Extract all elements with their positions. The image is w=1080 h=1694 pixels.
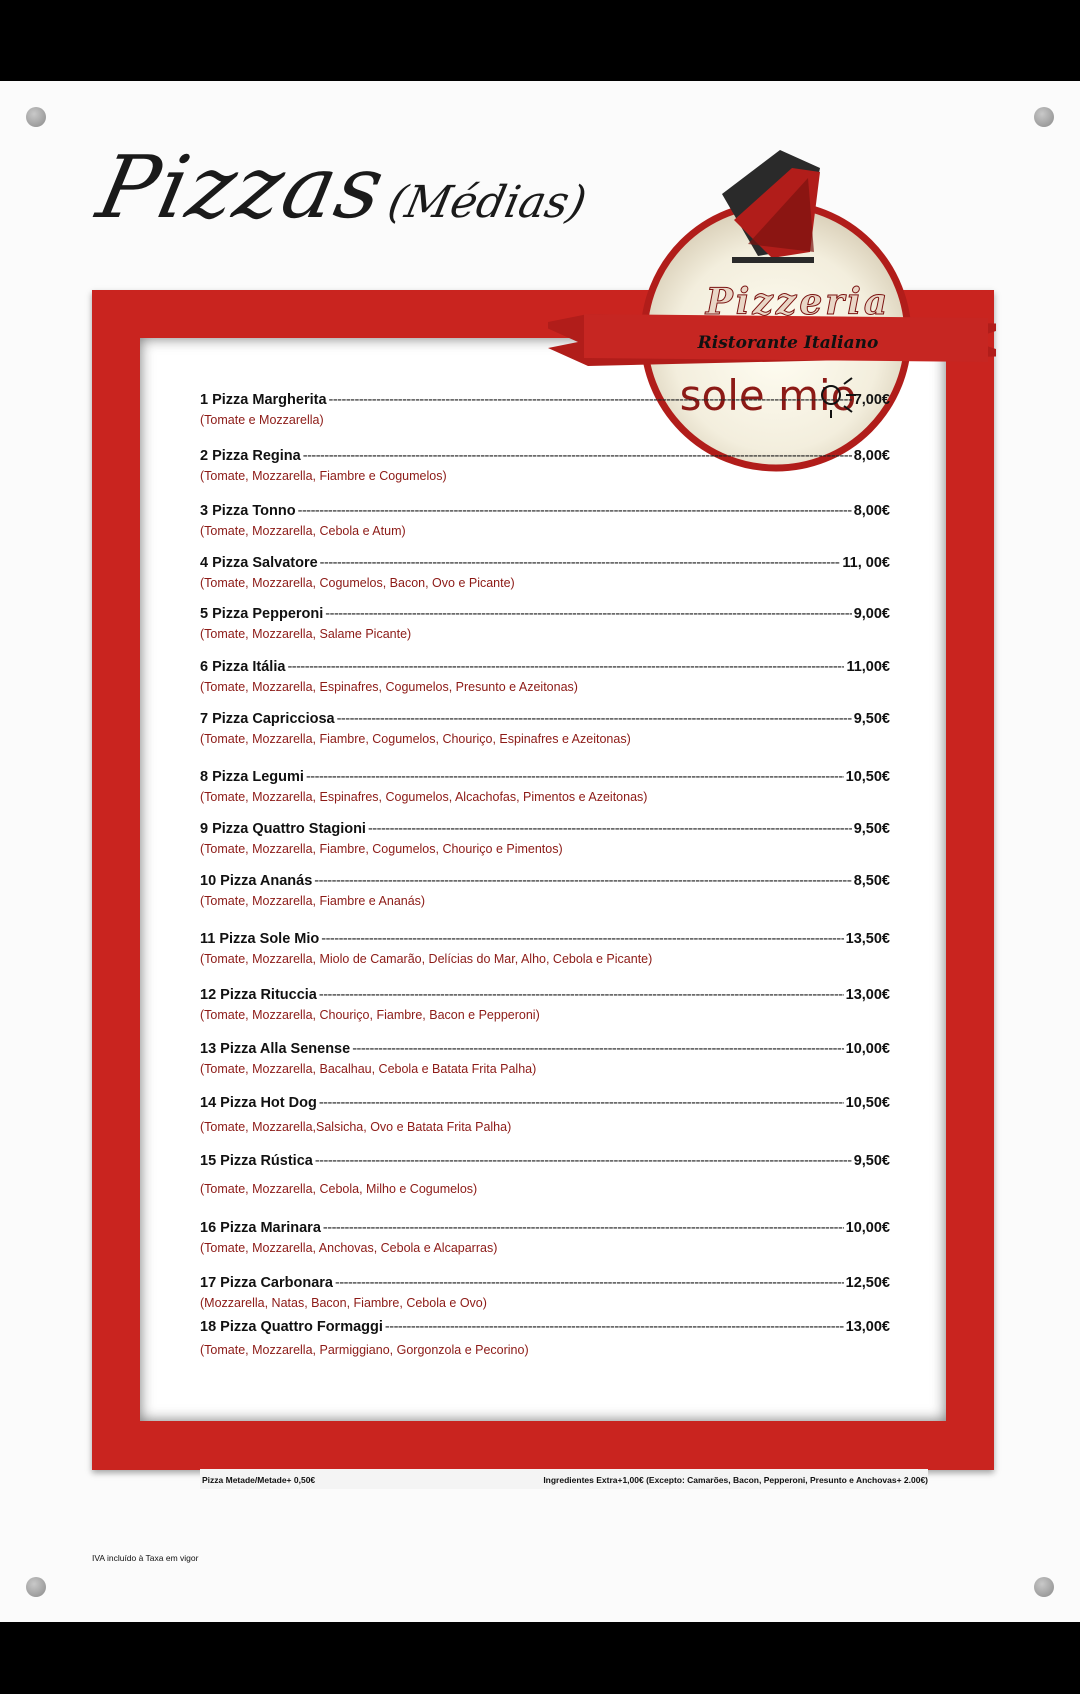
leader-dots [306, 769, 844, 785]
leader-dots [287, 659, 844, 675]
item-name: 7 Pizza Capricciosa [200, 711, 335, 727]
item-price: 10,50€ [845, 1095, 890, 1111]
logo-name: sole mio [679, 371, 857, 420]
item-description: (Tomate, Mozzarella, Espinafres, Cogumelos, Presunto e Azeitonas) [200, 680, 578, 694]
menu-item [200, 1220, 890, 1255]
leader-dots [335, 1275, 844, 1291]
item-price: 8,50€ [853, 873, 890, 889]
menu-item [200, 821, 890, 856]
menu-item [200, 873, 890, 908]
item-description: (Tomate, Mozzarella, Anchovas, Cebola e Alcaparras) [200, 1241, 498, 1255]
menu-item [200, 1275, 890, 1310]
menu-title [89, 138, 592, 238]
item-description: (Tomate, Mozzarella, Cebola e Atum) [200, 524, 406, 538]
screw-icon [1034, 1577, 1054, 1597]
item-description: (Tomate, Mozzarella, Cogumelos, Bacon, Ovo e Picante) [200, 576, 515, 590]
item-name: 1 Pizza Margherita [200, 392, 327, 408]
leader-dots [319, 987, 844, 1003]
item-description: (Tomate, Mozzarella, Fiambre, Cogumelos, Chouriço e Pimentos) [200, 842, 563, 856]
logo-subtitle: Ristorante Italiano [697, 333, 879, 353]
menu-item [200, 1041, 890, 1076]
item-name: 3 Pizza Tonno [200, 503, 296, 519]
half-half-note: Pizza Metade/Metade+ 0,50€ [202, 1475, 316, 1485]
item-price: 13,50€ [845, 931, 890, 947]
menu-item [200, 555, 890, 590]
leader-dots [368, 821, 852, 837]
item-price: 13,00€ [845, 1319, 890, 1335]
menu-item [200, 659, 890, 694]
item-price: 8,00€ [853, 448, 890, 464]
item-name: 13 Pizza Alla Senense [200, 1041, 351, 1057]
item-price: 10,00€ [845, 1041, 890, 1057]
item-description: (Tomate, Mozzarella, Fiambre, Cogumelos, Chouriço, Espinafres e Azeitonas) [200, 732, 631, 746]
item-price: 9,00€ [853, 606, 890, 622]
item-price: 13,00€ [845, 987, 890, 1003]
leader-dots [352, 1041, 843, 1057]
extras-note: Ingredientes Extra+1,00€ (Excepto: Camarões, Bacon, Pepperoni, Presunto e Anchovas+ 2.00€) [543, 1475, 928, 1485]
title-main: Pizzas [89, 138, 395, 238]
item-name: 2 Pizza Regina [200, 448, 301, 464]
tax-note: IVA incluído à Taxa em vigor [92, 1553, 199, 1563]
leader-dots [320, 555, 841, 571]
item-name: 10 Pizza Ananás [200, 873, 313, 889]
leader-dots [323, 1220, 844, 1236]
item-name: 11 Pizza Sole Mio [200, 931, 320, 947]
leader-dots [303, 448, 852, 464]
screw-icon [26, 1577, 46, 1597]
item-name: 15 Pizza Rústica [200, 1153, 313, 1169]
item-price: 9,50€ [853, 821, 890, 837]
item-price: 11,00€ [846, 659, 890, 675]
item-description: (Tomate, Mozzarella, Fiambre e Ananás) [200, 894, 426, 908]
item-description: (Mozzarella, Natas, Bacon, Fiambre, Cebola e Ovo) [200, 1296, 487, 1310]
item-description: (Tomate, Mozzarella, Fiambre e Cogumelos) [200, 469, 447, 483]
item-name: 17 Pizza Carbonara [200, 1275, 333, 1291]
screw-icon [1034, 107, 1054, 127]
leader-dots [385, 1319, 844, 1335]
title-sub: (Médias) [383, 177, 592, 228]
item-price: 11, 00€ [842, 555, 890, 571]
item-price: 9,50€ [853, 711, 890, 727]
menu-item [200, 931, 890, 966]
leader-dots [315, 1153, 852, 1169]
leader-dots [298, 503, 852, 519]
item-description: (Tomate, Mozzarella, Chouriço, Fiambre, Bacon e Pepperoni) [200, 1008, 540, 1022]
menu-item [200, 1319, 890, 1357]
item-description: (Tomate, Mozzarella, Salame Picante) [200, 627, 412, 641]
menu-item [200, 1153, 890, 1196]
item-name: 18 Pizza Quattro Formaggi [200, 1319, 383, 1335]
menu-item [200, 448, 890, 483]
item-name: 4 Pizza Salvatore [200, 555, 318, 571]
menu-item [200, 392, 890, 427]
item-description: (Tomate, Mozzarella, Bacalhau, Cebola e Batata Frita Palha) [200, 1062, 537, 1076]
leader-dots [321, 931, 843, 947]
menu-item [200, 503, 890, 538]
menu-item [200, 711, 890, 746]
item-description: (Tomate e Mozzarella) [200, 413, 324, 427]
leader-dots [325, 606, 851, 622]
item-description: (Tomate, Mozzarella, Cebola, Milho e Cogumelos) [200, 1182, 478, 1196]
item-price: 12,50€ [845, 1275, 890, 1291]
leader-dots [314, 873, 851, 889]
item-price: 9,50€ [853, 1153, 890, 1169]
menu-item [200, 1095, 890, 1134]
item-name: 6 Pizza Itália [200, 659, 286, 675]
menu-item [200, 769, 890, 804]
item-description: (Tomate, Mozzarella,Salsicha, Ovo e Batata Frita Palha) [200, 1120, 512, 1134]
item-name: 8 Pizza Legumi [200, 769, 304, 785]
item-description: (Tomate, Mozzarella, Espinafres, Cogumelos, Alcachofas, Pimentos e Azeitonas) [200, 790, 648, 804]
item-description: (Tomate, Mozzarella, Parmiggiano, Gorgonzola e Pecorino) [200, 1343, 529, 1357]
leader-dots [319, 1095, 844, 1111]
menu-item [200, 606, 890, 641]
menu-footnotes [200, 1469, 928, 1489]
item-name: 5 Pizza Pepperoni [200, 606, 324, 622]
item-name: 12 Pizza Rituccia [200, 987, 317, 1003]
screw-icon [26, 107, 46, 127]
logo-brand: Pizzeria [705, 281, 891, 323]
leader-dots [329, 392, 852, 408]
item-name: 16 Pizza Marinara [200, 1220, 321, 1236]
pizzeria-logo [548, 148, 996, 478]
item-name: 14 Pizza Hot Dog [200, 1095, 317, 1111]
item-price: 7,00€ [853, 392, 890, 408]
item-price: 10,50€ [845, 769, 890, 785]
item-price: 10,00€ [845, 1220, 890, 1236]
leader-dots [337, 711, 852, 727]
item-price: 8,00€ [853, 503, 890, 519]
menu-item [200, 987, 890, 1022]
item-description: (Tomate, Mozzarella, Miolo de Camarão, Delícias do Mar, Alho, Cebola e Picante) [200, 952, 653, 966]
item-name: 9 Pizza Quattro Stagioni [200, 821, 366, 837]
